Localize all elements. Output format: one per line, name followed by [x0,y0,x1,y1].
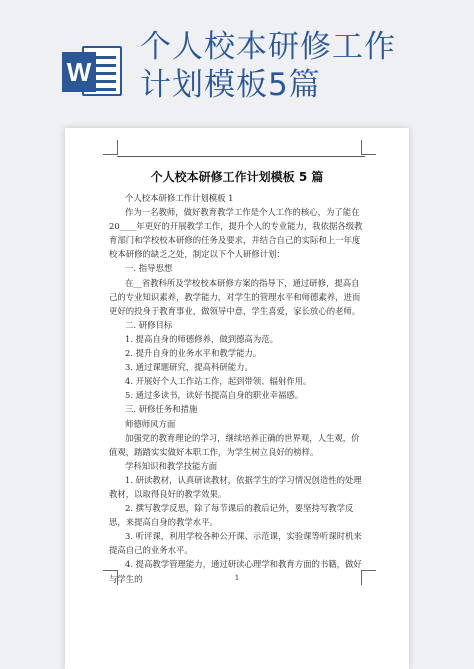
banner [0,0,474,120]
subtitle: 个人校本研修工作计划模板 1 [125,193,234,203]
document-body [109,191,365,586]
banner-title-line1: 个人校本研修工作 [140,29,396,65]
word-icon [62,40,124,102]
body-paragraph: 在__省教科所及学校校本研修方案的指导下，通过研修，提高自己的专业知识素养，教学能力，对学生的管理水平和师德素养，进而更好的投身于教育事业，做领导中意，学生喜爱，家长放心的老师。 [109,277,361,316]
list-item: 3. 听评课，利用学校各种公开课、示范课，实验课等听课时机来提高自己的业务水平。 [109,531,362,556]
intro-paragraph: 作为一名教师，做好教育教学工作是个人工作的核心，为了能在20____年更好的开展教学工作，提升个人的专业能力，我依据各级教育部门和学校校本研修的任务及要求，并结合自己的实际和上一年度校本研修的缺乏之处，制定以下个人研修计划： [109,207,363,260]
list-item: 1. 研读教材，认真研读教材，依据学生的学习情况创造性的处理教材，以取得良好的教学效果。 [109,474,362,499]
document-page [65,128,409,669]
header-rule [117,156,365,157]
document-title: 个人校本研修工作计划模板 5 篇 [150,170,324,184]
banner-title [140,28,460,104]
subsection-heading: 学科知识和教学技能方面 [125,460,218,471]
body-paragraph: 加强党的教育理论的学习，继续培养正确的世界观，人生观，价值观，踏踏实实做好本职工作，为学生树立良好的榜样。 [109,432,360,457]
crop-mark-top-left [103,140,118,155]
list-item: 5. 通过多读书，读好书提高自身的职业幸福感。 [125,390,304,401]
list-item: 2. 提升自身的业务水平和教学能力。 [125,348,262,359]
banner-title-line2: 计划模板5篇 [140,67,321,103]
section-heading: 三. 研修任务和措施 [125,404,198,415]
crop-mark-top-right [361,140,376,155]
word-letter-badge: W [62,52,96,92]
section-heading: 一. 指导思想 [125,263,173,274]
list-item: 2. 撰写教学反思，除了每节课后的教后记外，要坚持写教学反思，来提高自身的教学水平。 [109,503,354,528]
page-number: 1 [234,574,240,582]
section-heading: 二. 研修目标 [125,319,173,330]
list-item: 3. 通过课题研究，提高科研能力。 [125,362,253,373]
subsection-heading: 师德师风方面 [125,418,176,429]
list-item: 4. 开展好个人工作站工作，起到带领、辐射作用。 [125,376,312,387]
list-item: 4. 提高教学管理能力，通过研读心理学和教育方面的书籍，做好与学生的 [109,559,362,584]
list-item: 1. 提高自身的师德修养，做到德高为范。 [125,333,279,344]
